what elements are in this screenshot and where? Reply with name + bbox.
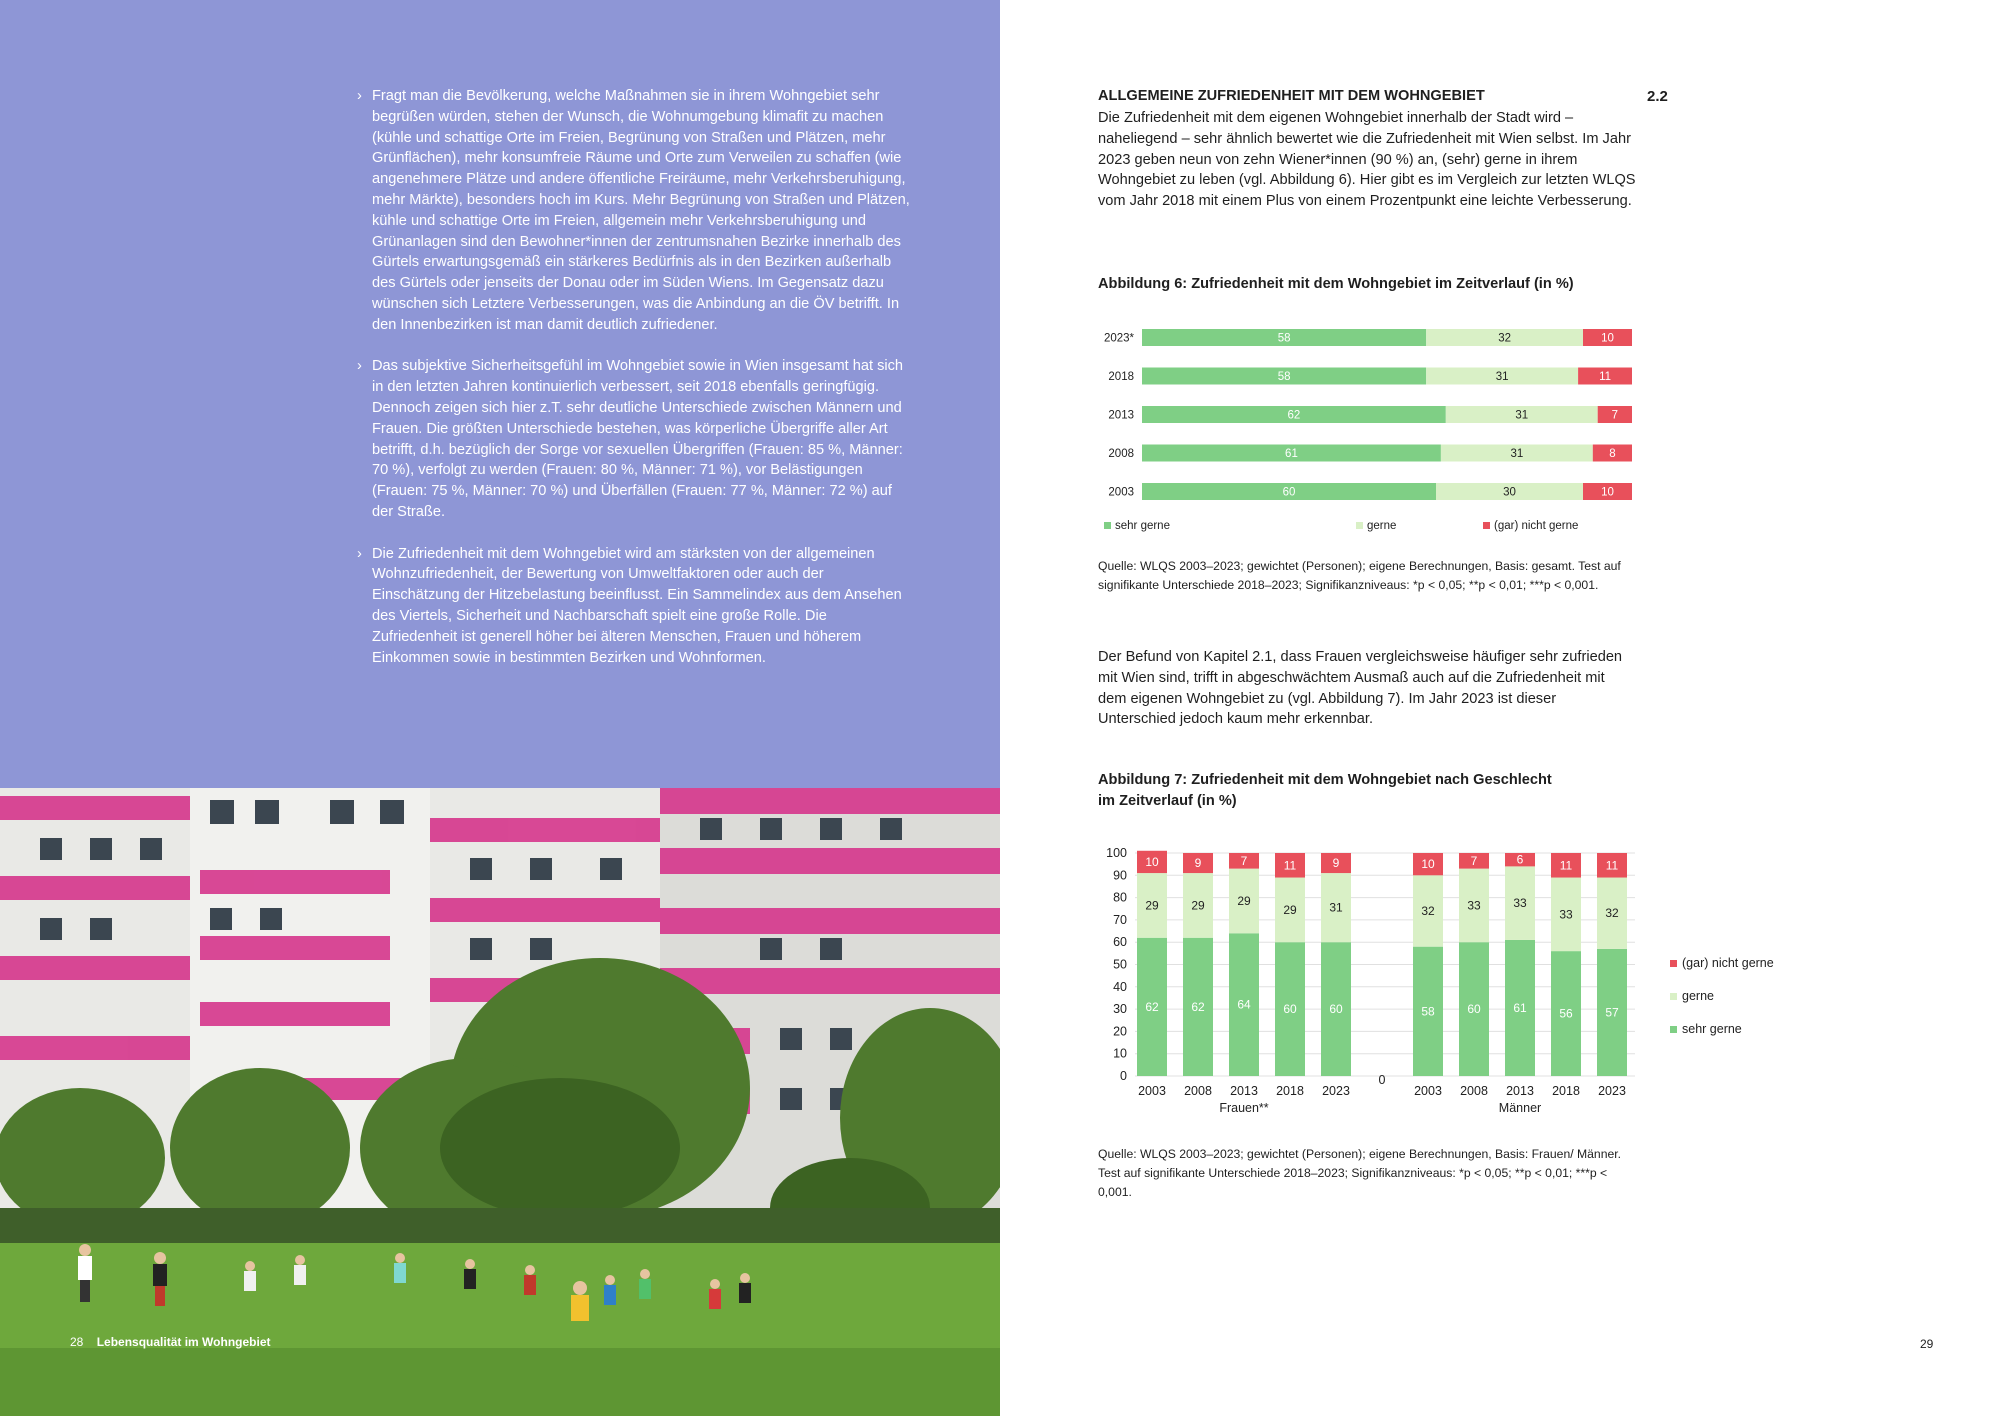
fig7-legend-swatch xyxy=(1670,1026,1677,1033)
fig7-y-tick-label: 90 xyxy=(1113,868,1127,883)
fig6-data-label: 11 xyxy=(1599,371,1612,383)
fig6-category-label: 2008 xyxy=(1108,448,1134,460)
fig6-legend-label: gerne xyxy=(1367,520,1397,532)
fig7-data-label: 33 xyxy=(1513,896,1527,911)
fig6-data-label: 31 xyxy=(1515,409,1529,422)
fig6-data-label: 7 xyxy=(1611,409,1619,422)
fig7-legend-swatch xyxy=(1670,993,1677,1000)
fig7-data-label: 62 xyxy=(1145,999,1159,1014)
fig7-x-tick-label: 2023 xyxy=(1598,1084,1626,1098)
section-title: ALLGEMEINE ZUFRIEDENHEIT MIT DEM WOHNGEBIET xyxy=(1098,88,1485,104)
figure-6-source: Quelle: WLQS 2003–2023; gewichtet (Personen); eigene Berechnungen, Basis: gesamt. Test auf signifikante Unterschiede 2018–2023; Signifikanzniveaus: *p < 0,05; **p < 0,01; ***p < 0,001. xyxy=(1098,559,1621,592)
fig6-category-label: 2003 xyxy=(1108,486,1134,499)
fig7-data-label: 57 xyxy=(1605,1005,1619,1020)
fig7-legend-label: (gar) nicht gerne xyxy=(1682,956,1774,970)
fig6-data-label: 30 xyxy=(1503,486,1516,499)
figure-6-chart xyxy=(1000,300,1700,545)
fig7-x-tick-label: 2008 xyxy=(1460,1084,1488,1098)
fig7-legend-label: sehr gerne xyxy=(1682,1022,1742,1036)
fig6-legend-label: sehr gerne xyxy=(1115,520,1170,532)
fig6-category-label: 2013 xyxy=(1108,409,1134,422)
housing-photo xyxy=(0,788,1000,1416)
fig7-data-label: 6 xyxy=(1516,852,1524,867)
fig7-data-label: 10 xyxy=(1145,854,1159,869)
fig7-data-label: 60 xyxy=(1283,1002,1297,1017)
page-footer-left xyxy=(70,1335,271,1349)
fig7-data-label: 11 xyxy=(1559,858,1573,873)
fig7-data-label: 62 xyxy=(1191,999,1205,1014)
fig7-data-label: 64 xyxy=(1237,997,1251,1012)
chapter-title: Lebensqualität im Wohngebiet xyxy=(96,1335,271,1349)
fig7-gap-label: 0 xyxy=(1378,1073,1386,1087)
fig7-y-tick-label: 100 xyxy=(1106,846,1127,860)
fig7-data-label: 7 xyxy=(1240,853,1248,868)
fig6-data-label: 58 xyxy=(1277,332,1291,345)
fig7-group-label: Frauen** xyxy=(1219,1101,1269,1115)
fig7-x-tick-label: 2013 xyxy=(1230,1084,1258,1098)
fig6-data-label: 62 xyxy=(1287,409,1301,422)
bullet-item: › Die Zufriedenheit mit dem Wohngebiet wird am stärksten von der allgemeinen Wohnzufriedenheit, der Bewertung von Umweltfaktoren oder auch der Einschätzung der Hitzebelastung beeinflusst. Ein Sammelindex aus dem Ansehen des Viertels, Sicherheit und Nachbarschaft spielt eine große Rolle. Die Zufriedenheit ist generell höher bei älteren Menschen, Frauen und höherem Einkommen sowie in bestimmten Bezirken und Wohnformen. xyxy=(357,545,902,666)
fig7-legend-swatch xyxy=(1670,960,1677,967)
fig7-group-label: Männer xyxy=(1498,1101,1542,1115)
fig7-y-tick-label: 40 xyxy=(1113,979,1127,994)
fig7-data-label: 11 xyxy=(1605,858,1619,873)
figure-7-source: Quelle: WLQS 2003–2023; gewichtet (Personen); eigene Berechnungen, Basis: Frauen/ Männer. Test auf signifikante Unterschiede 2018–2023; Signifikanzniveaus: *p < 0,05; **p < 0,01; ***p < 0,001. xyxy=(1098,1147,1622,1199)
fig6-legend-label: (gar) nicht gerne xyxy=(1494,520,1579,532)
figure-7-title: Abbildung 7: Zufriedenheit mit dem Wohngebiet nach Geschlecht im Zeitverlauf (in %) xyxy=(1098,772,1552,809)
fig7-data-label: 31 xyxy=(1329,900,1343,915)
fig7-y-tick-label: 10 xyxy=(1113,1046,1127,1061)
page-number-left: 28 xyxy=(70,1335,84,1349)
fig7-x-tick-label: 2008 xyxy=(1184,1084,1212,1098)
fig6-data-label: 32 xyxy=(1498,332,1511,345)
fig7-x-tick-label: 2018 xyxy=(1552,1084,1580,1098)
chevron-right-icon: › xyxy=(357,358,362,375)
right-page xyxy=(1000,0,2000,1416)
fig7-data-label: 32 xyxy=(1605,906,1619,921)
fig6-legend-swatch xyxy=(1104,522,1111,529)
fig7-data-label: 10 xyxy=(1421,857,1435,872)
fig7-data-label: 29 xyxy=(1145,898,1159,913)
fig7-y-tick-label: 50 xyxy=(1113,957,1127,972)
fig7-data-label: 58 xyxy=(1421,1004,1435,1019)
fig7-data-label: 60 xyxy=(1329,1002,1343,1017)
fig7-data-label: 61 xyxy=(1513,1000,1527,1015)
figure-7-chart xyxy=(1000,838,1800,1118)
intro-paragraph: Die Zufriedenheit mit dem eigenen Wohngebiet innerhalb der Stadt wird – naheliegend – sehr ähnlich bewertet wie die Zufriedenheit mit Wien selbst. Im Jahr 2023 geben neun von zehn Wiener*innen (90 %) an, (sehr) gerne in ihrem Wohngebiet zu leben (vgl. Abbildung 6). Hier gibt es im Vergleich zur letzten WLQS vom Jahr 2018 mit einem Plus von einem Prozentpunkt eine leichte Verbesserung. xyxy=(1098,110,1636,210)
fig7-legend-label: gerne xyxy=(1682,989,1714,1003)
fig7-data-label: 32 xyxy=(1421,903,1435,918)
fig6-data-label: 61 xyxy=(1285,448,1298,460)
fig6-legend-swatch xyxy=(1483,522,1490,529)
fig6-data-label: 31 xyxy=(1495,371,1509,383)
fig7-data-label: 33 xyxy=(1559,907,1573,922)
fig7-y-tick-label: 70 xyxy=(1113,912,1127,927)
fig7-y-tick-label: 30 xyxy=(1113,1002,1127,1017)
fig6-data-label: 31 xyxy=(1510,448,1524,460)
fig7-data-label: 29 xyxy=(1283,902,1297,917)
fig6-category-label: 2018 xyxy=(1108,371,1134,383)
fig7-data-label: 33 xyxy=(1467,898,1481,913)
fig7-y-tick-label: 60 xyxy=(1113,935,1127,950)
fig7-y-tick-label: 20 xyxy=(1113,1024,1127,1039)
figure-6-title: Abbildung 6: Zufriedenheit mit dem Wohngebiet im Zeitverlauf (in %) xyxy=(1098,276,1574,292)
middle-paragraph: Der Befund von Kapitel 2.1, dass Frauen vergleichsweise häufiger sehr zufrieden mit Wien sind, trifft in abgeschwächtem Ausmaß auch auf die Zufriedenheit mit dem eigenen Wohngebiet zu (vgl. Abbildung 7). Im Jahr 2023 ist dieser Unterschied jedoch kaum mehr erkennbar. xyxy=(1098,649,1623,728)
chevron-right-icon: › xyxy=(357,88,362,104)
fig6-legend-swatch xyxy=(1356,522,1363,529)
fig7-y-tick-label: 80 xyxy=(1113,890,1127,905)
bullet-item: › Fragt man die Bevölkerung, welche Maßnahmen sie in ihrem Wohngebiet sehr begrüßen würden, stehen der Wunsch, die Wohnumgebung klimafit zu machen (kühle und schattige Orte im Freien, Begrünung von Straßen und Plätzen, mehr Grünflächen), mehr konsumfreie Räume und Orte zum Verweilen zu schaffen (wie angenehmere Plätze und andere öffentliche Freiräume, mehr Verkehrsberuhigung, mehr Märkte), besonders hoch im Kurs. Mehr Begrünung von Straßen und Plätzen, kühle und schattige Orte im Freien, allgemein mehr Verkehrsberuhigung und Grünanlagen sind den Bewohner*innen der zentrumsnahen Bezirke innerhalb des Gürtels erwartungsgemäß ein stärkeres Bedürfnis als in den Bezirken außerhalb des Gürtels oder jenseits der Donau oder im Süden Wiens. Im Gegensatz dazu wünschen sich Letztere Verbesserungen, was die Anbindung an die ÖV betrifft. In den Innenbezirken ist man damit deutlich zufriedener. xyxy=(357,88,910,333)
bullet-item: › Das subjektive Sicherheitsgefühl im Wohngebiet sowie in Wien insgesamt hat sich in den letzten Jahren kontinuierlich verbessert, seit 2018 ebenfalls geringfügig. Dennoch zeigen sich hier z.T. sehr deutliche Unterschiede zwischen Männern und Frauen. Die größten Unterschiede bestehen, was körperliche Übergriffe aller Art betrifft, d.h. bezüglich der Sorge vor sexuellen Übergriffen (Frauen: 85 %, Männer: 70 %), verfolgt zu werden (Frauen: 80 %, Männer: 71 %), vor Belästigungen (Frauen: 75 %, Männer: 70 %) und Überfällen (Frauen: 77 %, Männer: 72 %) auf der Straße. xyxy=(357,358,904,520)
fig7-x-tick-label: 2013 xyxy=(1506,1084,1534,1098)
fig6-category-label: 2023* xyxy=(1103,332,1134,345)
fig7-x-tick-label: 2023 xyxy=(1322,1084,1350,1098)
section-number: 2.2 xyxy=(1647,88,1668,105)
fig7-y-tick-label: 0 xyxy=(1120,1069,1127,1083)
fig7-data-label: 29 xyxy=(1191,898,1205,913)
summary-bullets xyxy=(357,86,913,689)
chevron-right-icon: › xyxy=(357,545,362,562)
fig6-data-label: 60 xyxy=(1282,486,1296,499)
fig6-data-label: 10 xyxy=(1601,486,1614,499)
fig6-data-label: 10 xyxy=(1601,332,1614,345)
fig6-data-label: 8 xyxy=(1609,448,1616,460)
page-number-right: 29 xyxy=(1920,1337,1934,1351)
fig7-data-label: 11 xyxy=(1283,858,1297,873)
fig7-data-label: 7 xyxy=(1470,853,1478,868)
fig7-data-label: 29 xyxy=(1237,893,1251,908)
fig7-data-label: 9 xyxy=(1194,856,1202,871)
fig7-x-tick-label: 2003 xyxy=(1414,1084,1442,1098)
summary-panel xyxy=(0,0,1000,788)
fig7-data-label: 56 xyxy=(1559,1006,1573,1021)
fig7-data-label: 60 xyxy=(1467,1002,1481,1017)
fig6-data-label: 58 xyxy=(1277,371,1291,383)
fig7-x-tick-label: 2018 xyxy=(1276,1084,1304,1098)
fig7-data-label: 9 xyxy=(1332,856,1340,871)
fig7-x-tick-label: 2003 xyxy=(1138,1084,1166,1098)
